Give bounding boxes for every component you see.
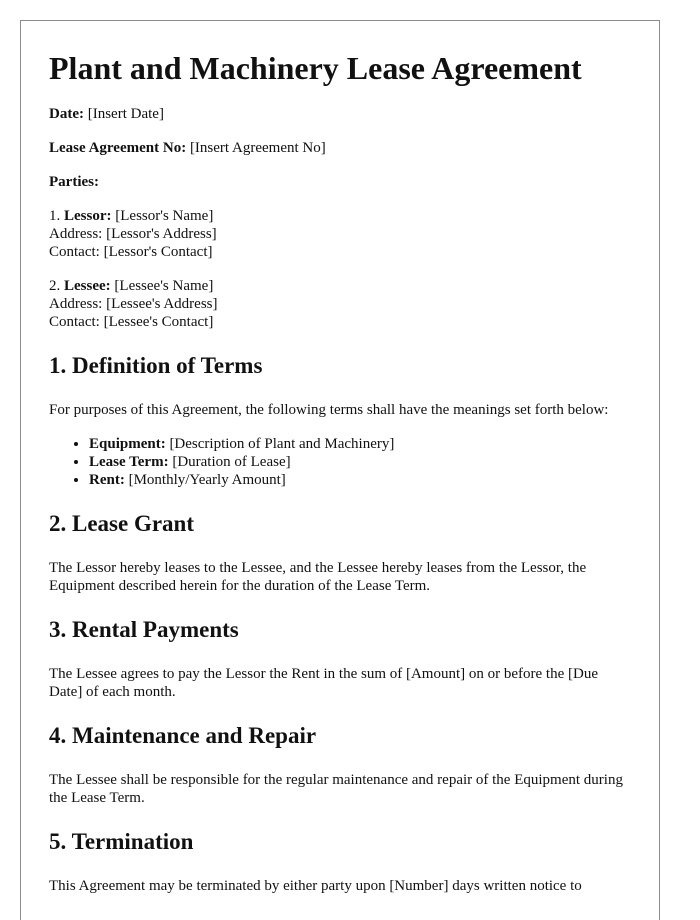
term-equipment (89, 435, 631, 453)
rental-payments-body: The Lessee agrees to pay the Lessor the Rent in the sum of [Amount] on or before the [Due Date] of each month. (49, 666, 598, 700)
lessee-number: 2. (49, 278, 61, 294)
term-value: [Monthly/Yearly Amount] (128, 472, 286, 488)
document-title: Plant and Machinery Lease Agreement (49, 50, 582, 86)
lessee-contact: [Lessee's Contact] (103, 314, 214, 330)
lease-grant-heading: 2. Lease Grant (49, 511, 195, 536)
term-lease-term (89, 453, 631, 471)
lessor-role-label: Lessor: (64, 208, 112, 224)
lessor-number: 1. (49, 208, 61, 224)
term-value: [Duration of Lease] (172, 454, 291, 470)
lessor-address: [Lessor's Address] (106, 226, 217, 242)
maintenance-body: The Lessee shall be responsible for the regular maintenance and repair of the Equipment during the Lease Term. (49, 772, 623, 806)
lessor-address-label: Address: (49, 226, 103, 242)
term-label: Lease Term: (89, 454, 169, 470)
lessee-address: [Lessee's Address] (106, 296, 218, 312)
lessee-block (49, 277, 631, 331)
term-label: Rent: (89, 472, 125, 488)
termination-body: This Agreement may be terminated by either party upon [Number] days written notice to (49, 878, 582, 894)
termination-heading: 5. Termination (49, 829, 194, 854)
agreement-number-label: Lease Agreement No: (49, 140, 187, 156)
term-label: Equipment: (89, 436, 166, 452)
parties-label: Parties: (49, 174, 99, 190)
lessor-contact-label: Contact: (49, 244, 100, 260)
lessor-contact: [Lessor's Contact] (103, 244, 213, 260)
term-value: [Description of Plant and Machinery] (169, 436, 395, 452)
lessee-role-label: Lessee: (64, 278, 111, 294)
date-label: Date: (49, 106, 84, 122)
rental-payments-heading: 3. Rental Payments (49, 617, 239, 642)
definitions-body: For purposes of this Agreement, the following terms shall have the meanings set forth below: (49, 402, 609, 418)
lessee-name: [Lessee's Name] (114, 278, 214, 294)
definitions-list (49, 435, 631, 489)
date-line (49, 105, 631, 123)
lessee-contact-label: Contact: (49, 314, 100, 330)
term-rent (89, 471, 631, 489)
agreement-number-line (49, 139, 631, 157)
date-value: [Insert Date] (87, 106, 164, 122)
parties-heading (49, 173, 631, 191)
lessor-name: [Lessor's Name] (115, 208, 214, 224)
document-page (20, 20, 660, 920)
lease-grant-body: The Lessor hereby leases to the Lessee, and the Lessee hereby leases from the Lessor, the Equipment described herein for the duration of the Lease Term. (49, 560, 587, 594)
lessee-address-label: Address: (49, 296, 103, 312)
maintenance-heading: 4. Maintenance and Repair (49, 723, 317, 748)
lessor-block (49, 207, 631, 261)
definitions-heading: 1. Definition of Terms (49, 353, 263, 378)
agreement-number-value: [Insert Agreement No] (189, 140, 326, 156)
